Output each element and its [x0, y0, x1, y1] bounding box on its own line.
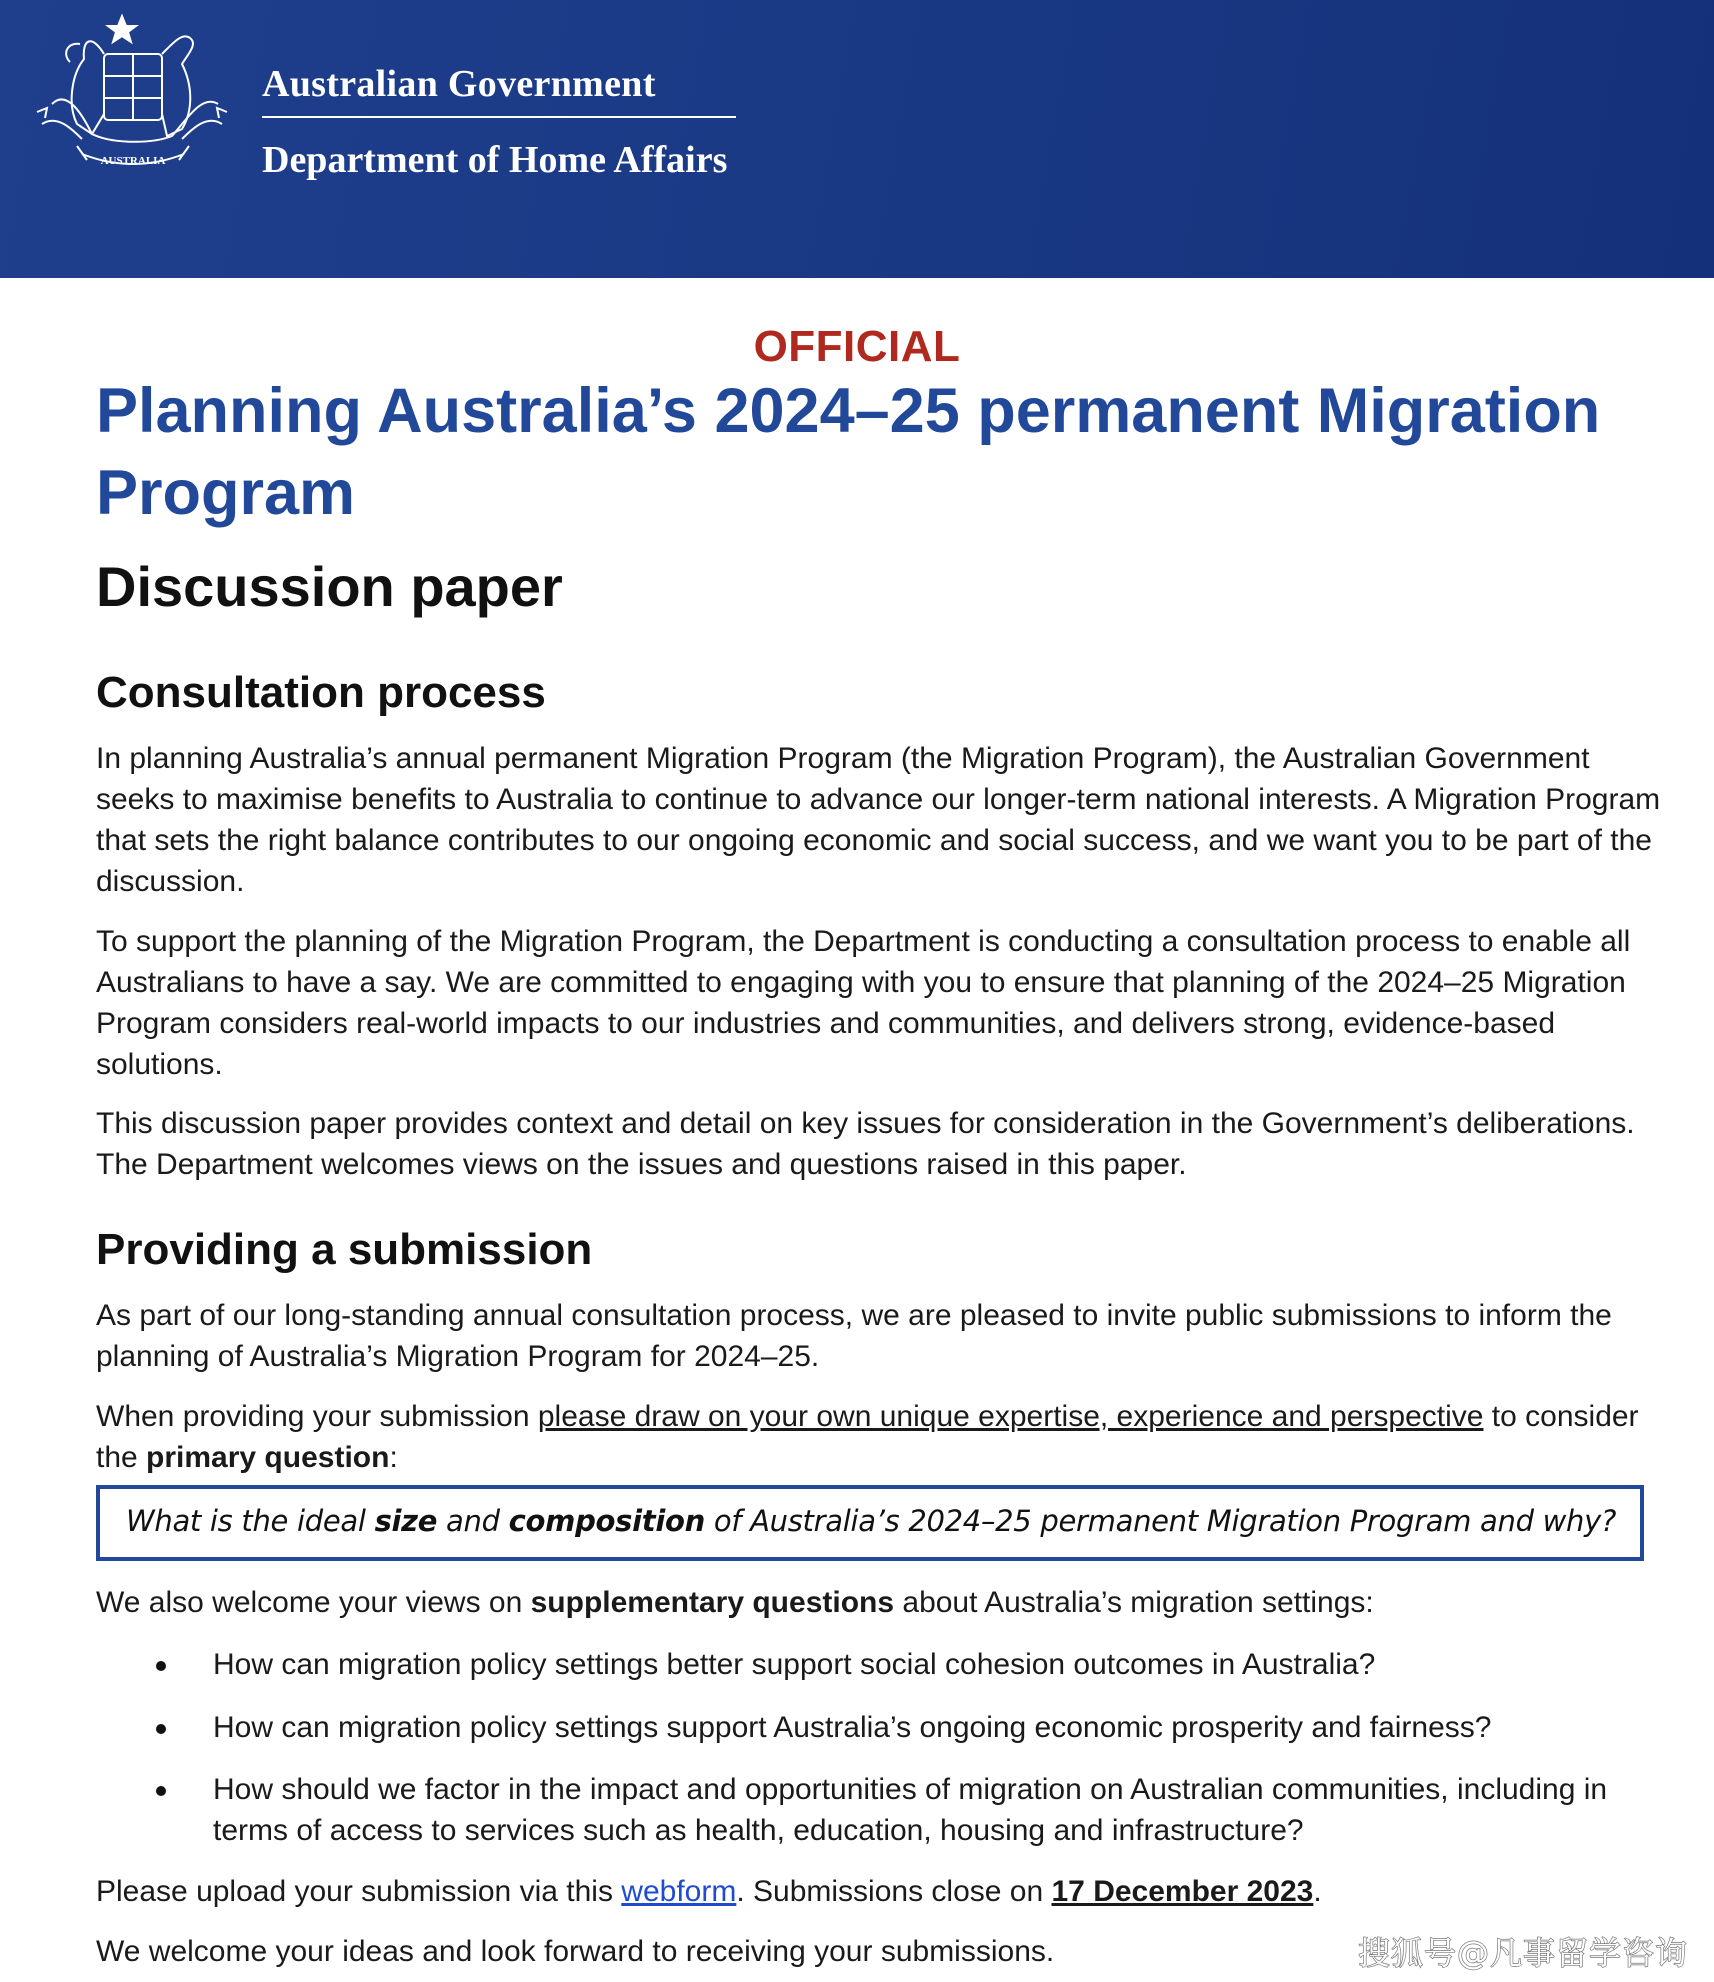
submission-intro: As part of our long-standing annual consultation process, we are pleased to invite public submissions to inform the planning of Australia’s Migration Program for 2024–25.: [96, 1299, 1612, 1373]
government-name: Australian Government: [262, 63, 656, 105]
bullet-icon: [156, 1786, 166, 1796]
supplementary-question-3: How should we factor in the impact and opportunities of migration on Australian communities, including in terms of access to services such as health, education, housing and infrastructure?: [213, 1773, 1608, 1847]
consultation-paragraph-2: To support the planning of the Migration Program, the Department is conducting a consultation process to enable all Australians to have a say. We are committed to engaging with you to ensure that planning of the 2024–25 Migration Program considers real-world impacts to our industries and communities, and delivers strong, evidence-based solutions.: [96, 925, 1631, 1081]
classification-marking: OFFICIAL: [753, 322, 961, 371]
page-title: Planning Australia’s 2024–25 permanent Migration Program: [96, 376, 1601, 528]
close-date: 17 December 2023: [1051, 1875, 1314, 1908]
webform-link[interactable]: webform: [621, 1875, 737, 1908]
primary-question: What is the ideal size and composition of Australia’s 2024–25 permanent Migration Program and why?: [126, 1504, 1617, 1538]
page-subtitle: Discussion paper: [96, 555, 563, 618]
supplementary-question-1: How can migration policy settings better support social cohesion outcomes in Australia?: [213, 1648, 1376, 1681]
bullet-icon: [156, 1661, 166, 1671]
watermark: 搜狐号@凡事留学咨询: [1357, 1934, 1688, 1972]
supplementary-question-2: How can migration policy settings support Australia’s ongoing economic prosperity and fairness?: [213, 1711, 1492, 1744]
section-heading-submission: Providing a submission: [96, 1225, 593, 1274]
primary-question-box: [96, 1485, 1644, 1561]
svg-text:AUSTRALIA: AUSTRALIA: [100, 155, 166, 167]
consultation-paragraph-3: This discussion paper provides context and detail on key issues for consideration in the Government’s deliberations. The Department welcomes views on the issues and questions raised in this paper.: [96, 1107, 1635, 1181]
consultation-paragraph-1: In planning Australia’s annual permanent Migration Program (the Migration Program), the Australian Government seeks to maximise benefits to Australia to continue to advance our longer-term national interests. A Migration Program that sets the right balance contributes to our ongoing economic and social success, and we want you to be part of the discussion.: [96, 742, 1661, 898]
submission-instructions: When providing your submission please draw on your own unique expertise, experience and perspective to consider the primary question:: [96, 1400, 1639, 1474]
department-name: Department of Home Affairs: [262, 139, 728, 181]
header-banner: [0, 0, 1714, 278]
supplementary-intro: We also welcome your views on supplementary questions about Australia’s migration settings:: [96, 1586, 1374, 1619]
upload-instructions: Please upload your submission via this webform. Submissions close on 17 December 2023.: [96, 1875, 1322, 1908]
header-divider: [262, 116, 736, 118]
section-heading-consultation: Consultation process: [96, 668, 546, 717]
closing-statement: We welcome your ideas and look forward to receiving your submissions.: [96, 1935, 1055, 1968]
coat-of-arms-icon: [22, 14, 248, 184]
bullet-icon: [156, 1724, 166, 1734]
